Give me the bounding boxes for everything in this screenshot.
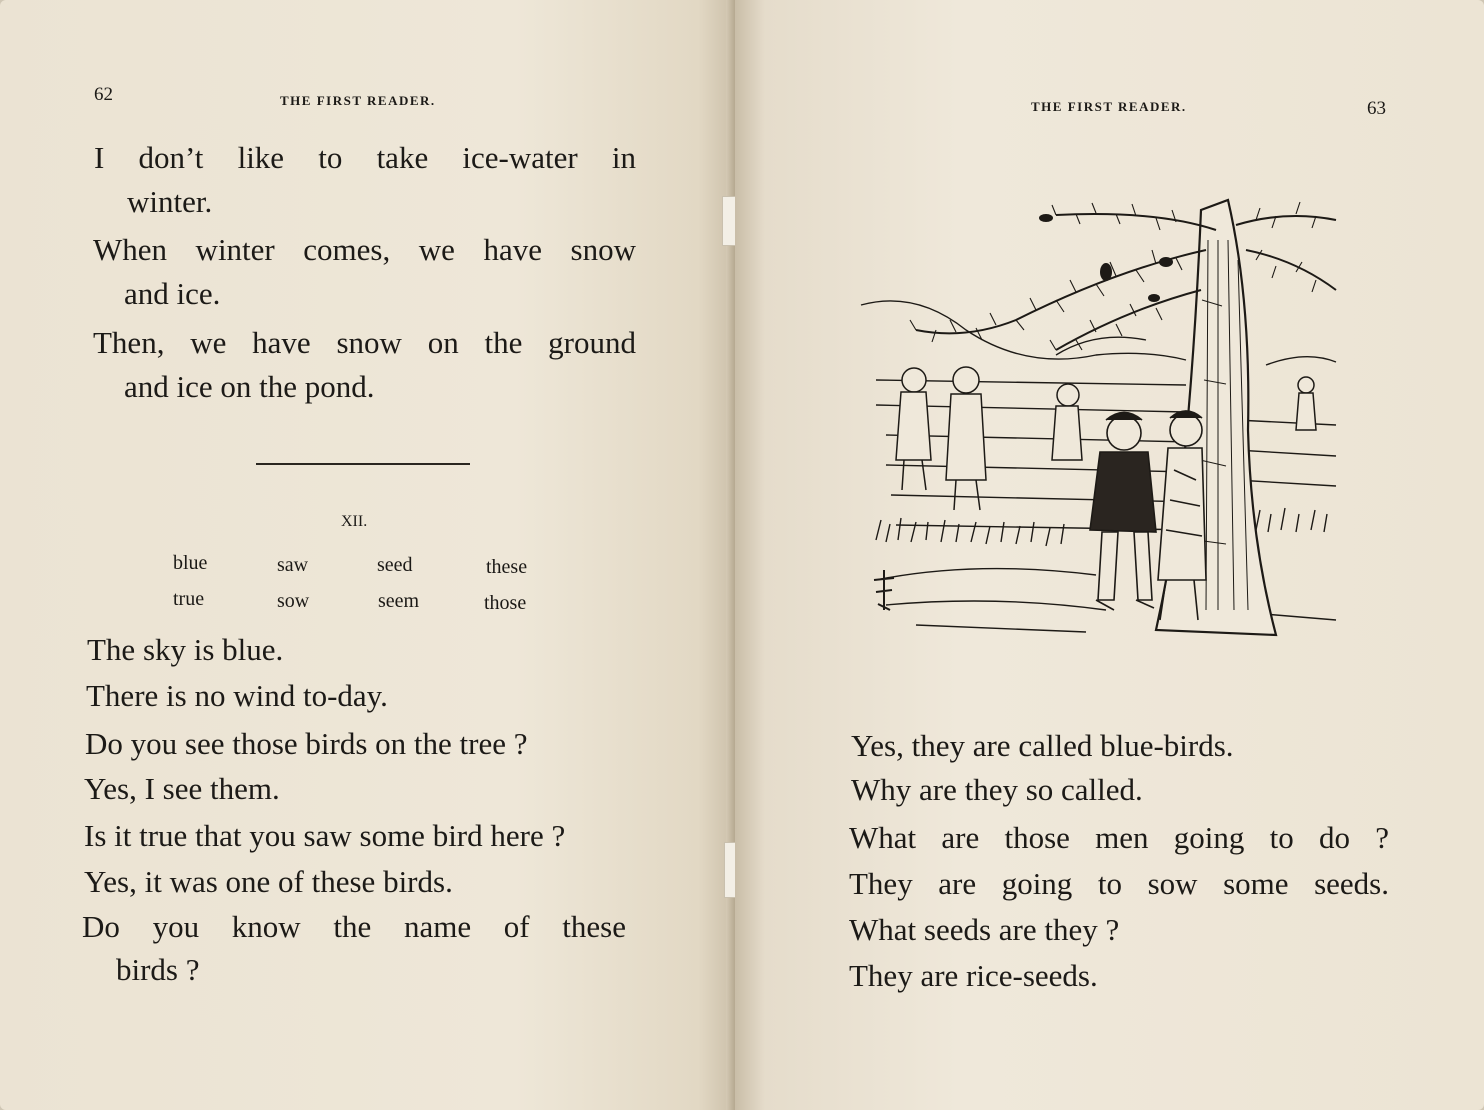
text-line: Why are they so called. [851,772,1143,807]
text-line: Do you know the name of these [82,909,626,944]
text-line: What seeds are they ? [849,912,1120,947]
text-line: Do you see those birds on the tree ? [85,726,528,761]
running-head: THE FIRST READER. [280,93,436,108]
paragraph-line: and ice. [124,276,221,311]
vocab-word: these [486,556,528,578]
illustration-boys-under-tree [856,180,1348,660]
left-page [0,0,735,1110]
text-line: Yes, they are called blue-birds. [851,728,1234,763]
vocab-word: sow [277,590,310,612]
text-line: Is it true that you saw some bird here ? [84,818,566,853]
vocab-word: seed [377,554,413,576]
paragraph-line: When winter comes, we have snow [93,232,636,267]
paragraph-line: and ice on the pond. [124,369,375,404]
vocab-word: blue [173,552,208,574]
paragraph-line: I don’t like to take ice-water in [94,140,636,175]
vocab-word: true [173,588,205,610]
text-line: Yes, it was one of these birds. [84,864,453,899]
text-line: birds ? [116,952,200,987]
text-line: The sky is blue. [87,632,284,667]
text-line: There is no wind to-day. [86,678,388,713]
text-line: What are those men going to do ? [849,820,1389,855]
text-line: Yes, I see them. [84,771,280,806]
paragraph-line: Then, we have snow on the ground [93,325,636,360]
vocab-word: saw [277,554,309,576]
section-divider [256,463,470,465]
page-number: 62 [94,84,113,105]
lesson-number: XII. [341,513,368,530]
page-number: 63 [1367,98,1386,119]
text-line: They are rice-seeds. [849,958,1098,993]
vocab-word: seem [378,590,420,612]
running-head: THE FIRST READER. [1031,99,1187,114]
vocab-word: those [484,592,527,614]
text-line: They are going to sow some seeds. [849,866,1389,901]
paragraph-line: winter. [127,184,213,219]
